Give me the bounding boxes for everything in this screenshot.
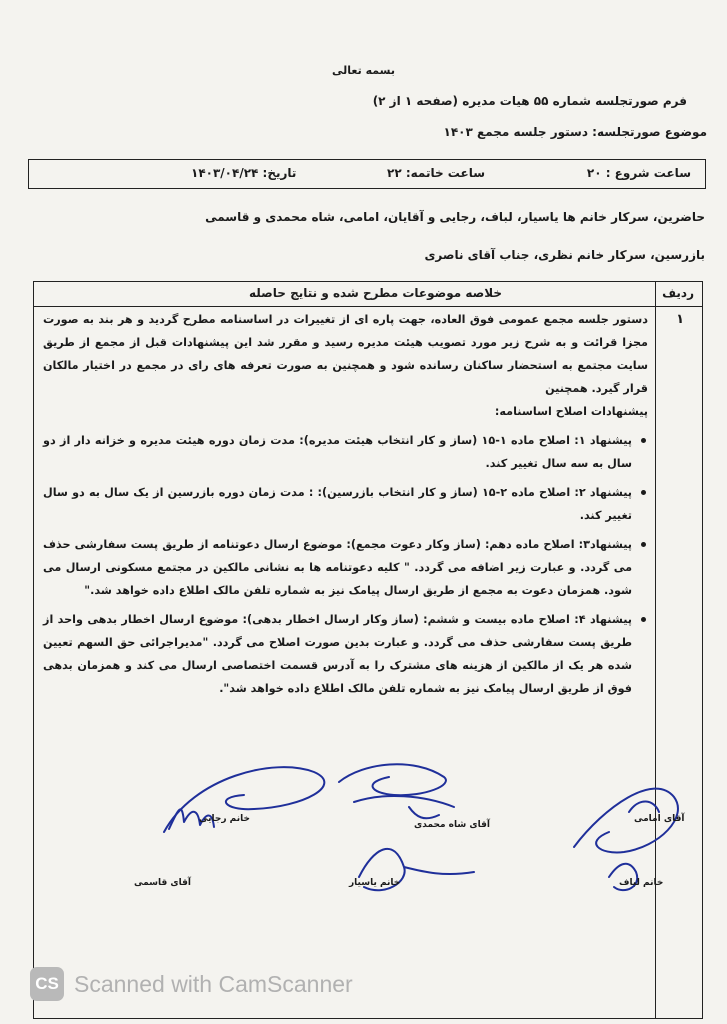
meeting-time-box [28, 159, 706, 189]
signature-label: خانم یاسیار [349, 878, 401, 888]
bullet-icon [641, 542, 646, 547]
camscanner-logo-icon: CS [30, 967, 64, 1001]
bullet-icon [641, 490, 646, 495]
camscanner-watermark [30, 964, 353, 1004]
proposals-title: پیشنهادات اصلاح اساسنامه: [494, 405, 648, 418]
header-row-number: ردیف [662, 286, 694, 300]
header-summary: خلاصه موضوعات مطرح شده و نتایج حاصله [248, 286, 502, 300]
signature-label: آقای امامی [634, 814, 685, 824]
proposal-item [43, 608, 632, 700]
proposal-text: پیشنهاد ۴: اصلاح ماده بیست و ششم: (ساز وکار ارسال اخطار بدهی): موضوع ارسال اخطار بدهی واحد از طریق پست سفارشی حذف می گردد. و عبارت بدین صورت اصلاح می گردد. "مدیراجرائی حق السهم تعیین شده هر یک از مالکین از هزینه های مشترک را به آدرس قسمت اختصاصی ارسال می کند و همزمان بدهی فوق از طریق ارسال پیامک نیز به شماره تلفن مالک اطلاع داده خواهد شد". [43, 613, 632, 695]
signature-label: خانم لباف [619, 878, 664, 888]
proposal-text: پیشنهاد ۱: اصلاح ماده ۱-۱۵ (ساز و کار انتخاب هیئت مدیره): مدت زمان دوره هیئت مدیره و خزانه دار از دو سال به سه سال تغییر کند. [43, 434, 632, 470]
attendees-line: حاضرین، سرکار خانم ها یاسیار، لباف، رجایی و آقایان، امامی، شاه محمدی و قاسمی [205, 210, 705, 224]
meeting-date: تاریخ: ۱۴۰۳/۰۴/۲۴ [191, 166, 297, 180]
proposal-text: پیشنهاد۳: اصلاح ماده دهم: (ساز وکار دعوت مجمع): موضوع ارسال دعوتنامه از طریق پست سفارشی حذف می گردد. و عبارت زیر اضافه می گردد. " کلیه دعوتنامه ها به نشانی مالکین در مجتمع مسکونی ارسال می شود. همزمان دعوت به مجمع از طریق ارسال پیامک نیز به شماره تلفن مالک اطلاع داده خواهد شد." [43, 538, 632, 597]
row-content [43, 308, 648, 706]
inspectors-line: بازرسین، سرکار خانم نظری، جناب آقای ناصری [424, 248, 705, 262]
proposal-item [43, 533, 632, 602]
proposal-text: پیشنهاد ۲: اصلاح ماده ۲-۱۵ (ساز و کار انتخاب بازرسین): : مدت زمان دوره بازرسین از یک سال به دو سال تغییر کند. [43, 486, 632, 522]
end-time: ساعت خاتمه: ۲۲ [387, 166, 485, 180]
row-number: ۱ [676, 312, 684, 327]
bismillah-heading: بسمه تعالی [332, 64, 395, 77]
handwritten-signatures [154, 737, 714, 937]
form-title: فرم صورتجلسه شماره ۵۵ هیات مدیره (صفحه ۱ از ۲) [372, 94, 687, 108]
proposal-item [43, 429, 632, 475]
proposals-list [43, 429, 648, 700]
bullet-icon [641, 438, 646, 443]
signature-label: آقای قاسمی [134, 878, 192, 888]
bullet-icon [641, 617, 646, 622]
proposal-item [43, 481, 632, 527]
minutes-table [33, 281, 703, 1019]
header-divider [34, 306, 702, 307]
start-time: ساعت شروع : ۲۰ [586, 166, 691, 180]
agenda-intro: دستور جلسه مجمع عمومی فوق العاده، جهت پاره ای از تغییرات در اساسنامه مطرح گردید و هر بند به صورت مجزا قرائت و به شرح زیر مورد تصویب هیئت مدیره رسید و مقرر شد این پیشنهادات قبل از مجمع از طریق سایت مجتمع به استحضار ساکنان رسانده شود و همچنین به صورت تعرفه های رای در مجمع در اختیار مالکان قرار گیرد. همچنین [43, 313, 648, 395]
watermark-text: Scanned with CamScanner [74, 970, 353, 997]
meeting-subject: موضوع صورتجلسه: دستور جلسه مجمع ۱۴۰۳ [443, 125, 707, 139]
signature-label: آقای شاه محمدی [414, 820, 490, 830]
signature-label: خانم رجایی [199, 814, 250, 824]
